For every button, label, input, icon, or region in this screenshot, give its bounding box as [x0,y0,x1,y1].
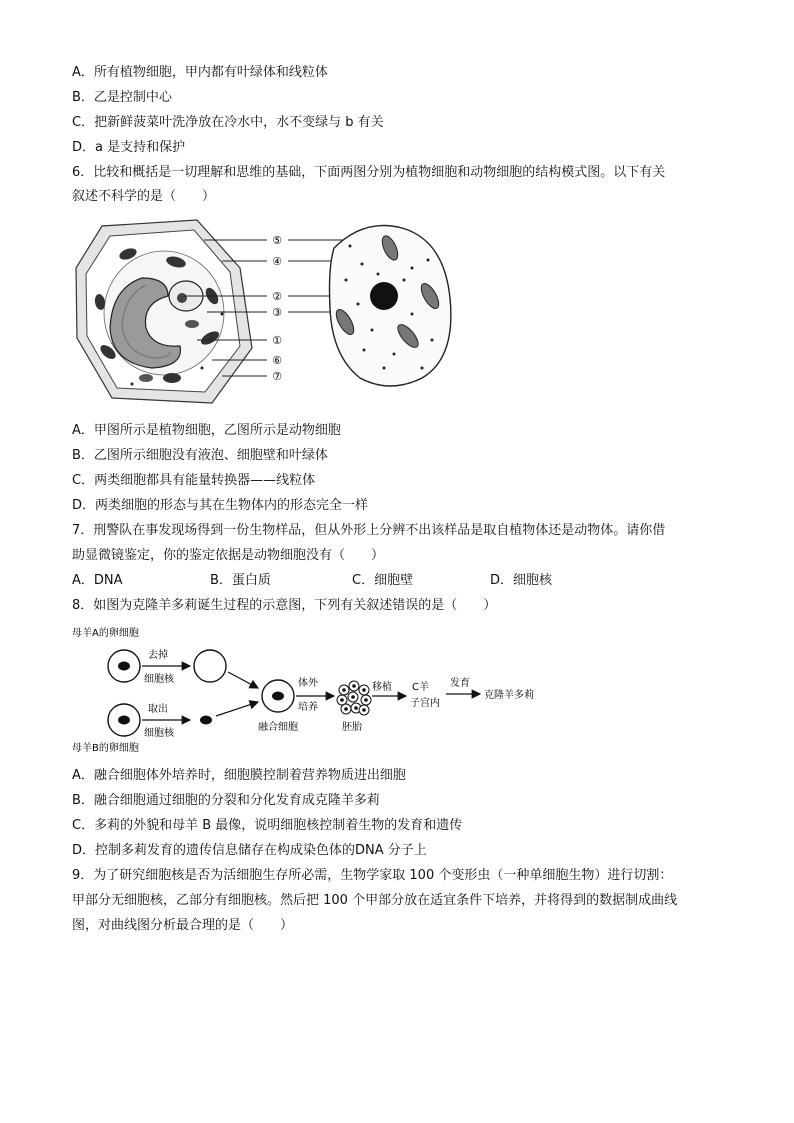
q8-option-b: B．融合细胞通过细胞的分裂和分化发育成克隆羊多莉 [72,793,380,808]
label-7: ⑦ [272,370,282,383]
take-out-nucleus-label: 细胞核 [144,728,174,739]
cloning-process-diagram [72,624,552,754]
mother-b-egg-cell [108,704,140,736]
uterus-label: 子宫内 [410,698,440,709]
q6-option-d: D．两类细胞的形态与其在生物体内的形态完全一样 [72,498,369,513]
fused-cell-label: 融合细胞 [258,722,298,733]
q7-stem-line1: 7．刑警队在事发现场得到一份生物样品，但从外形上分辨不出该样品是取自植物体还是动物体。请你借 [72,523,666,538]
label-1: ① [272,334,282,347]
q8-stem: 8．如图为克隆羊多莉诞生过程的示意图，下列有关叙述错误的是（ ） [72,598,497,613]
label-4: ④ [272,255,282,268]
take-out-label: 取出 [148,704,168,715]
q7-stem-line2: 助显微镜鉴定，你的鉴定依据是动物细胞没有（ ） [72,548,385,563]
q8-option-d: D．控制多莉发育的遗传信息储存在构成染色体的DNA 分子上 [72,843,427,858]
label-2: ② [272,290,282,303]
in-vitro-label: 体外 [298,678,318,689]
q5-option-a: A．所有植物细胞，甲内都有叶绿体和线粒体 [72,65,328,80]
remove-label: 去掉 [148,650,168,661]
q9-stem-line2: 甲部分无细胞核，乙部分有细胞核。然后把 100 个甲部分放在适宜条件下培养，并将得到的数据制成曲线 [72,893,678,908]
q6-option-b: B．乙图所示细胞没有液泡、细胞壁和叶绿体 [72,448,328,463]
mother-a-egg-cell [108,650,140,682]
label-6: ⑥ [272,354,282,367]
q7-option-b: B．蛋白质 [210,573,271,588]
q9-stem-line3: 图，对曲线图分析最合理的是（ ） [72,918,294,933]
q7-option-d: D．细胞核 [490,573,553,588]
remove-nucleus-label: 细胞核 [144,674,174,685]
q6-option-c: C．两类细胞都具有能量转换器——线粒体 [72,473,316,488]
q8-option-a: A．融合细胞体外培养时，细胞膜控制着营养物质进出细胞 [72,768,406,783]
fused-cell [262,680,294,712]
sheep-c-label: C羊 [412,682,429,693]
q8-option-c: C．多莉的外貌和母羊 B 最像，说明细胞核控制着生物的发育和遗传 [72,818,463,833]
q7-option-c: C．细胞壁 [352,573,414,588]
transplant-label: 移植 [372,682,392,693]
develop-label: 发育 [450,678,470,689]
embryo-label: 胚胎 [342,722,362,733]
enucleated-egg-cell [194,650,226,682]
q5-option-d: D．a 是支持和保护 [72,140,186,155]
cell-structure-figure [72,218,464,408]
q9-stem-line1: 9．为了研究细胞核是否为活细胞生存所必需，生物学家取 100 个变形虫（一种单细胞生物）进行切割： [72,868,673,883]
dolly-label: 克隆羊多莉 [484,690,534,701]
isolated-nucleus [200,716,212,725]
q5-option-c: C．把新鲜菠菜叶洗净放在冷水中，水不变绿与 b 有关 [72,115,384,130]
q6-option-a: A．甲图所示是植物细胞，乙图所示是动物细胞 [72,423,341,438]
q6-stem-line2: 叙述不科学的是（ ） [72,189,216,204]
q6-stem-line1: 6．比较和概括是一切理解和思维的基础，下面两图分别为植物细胞和动物细胞的结构模式图。以下有关 [72,165,666,180]
culture-label: 培养 [298,702,318,713]
q7-option-a: A．DNA [72,573,123,588]
animal-cell-diagram [330,226,451,387]
mother-a-label: 母羊A的卵细胞 [72,628,139,639]
mother-b-label: 母羊B的卵细胞 [72,743,139,754]
q5-option-b: B．乙是控制中心 [72,90,172,105]
label-3: ③ [272,306,282,319]
label-5: ⑤ [272,234,282,247]
